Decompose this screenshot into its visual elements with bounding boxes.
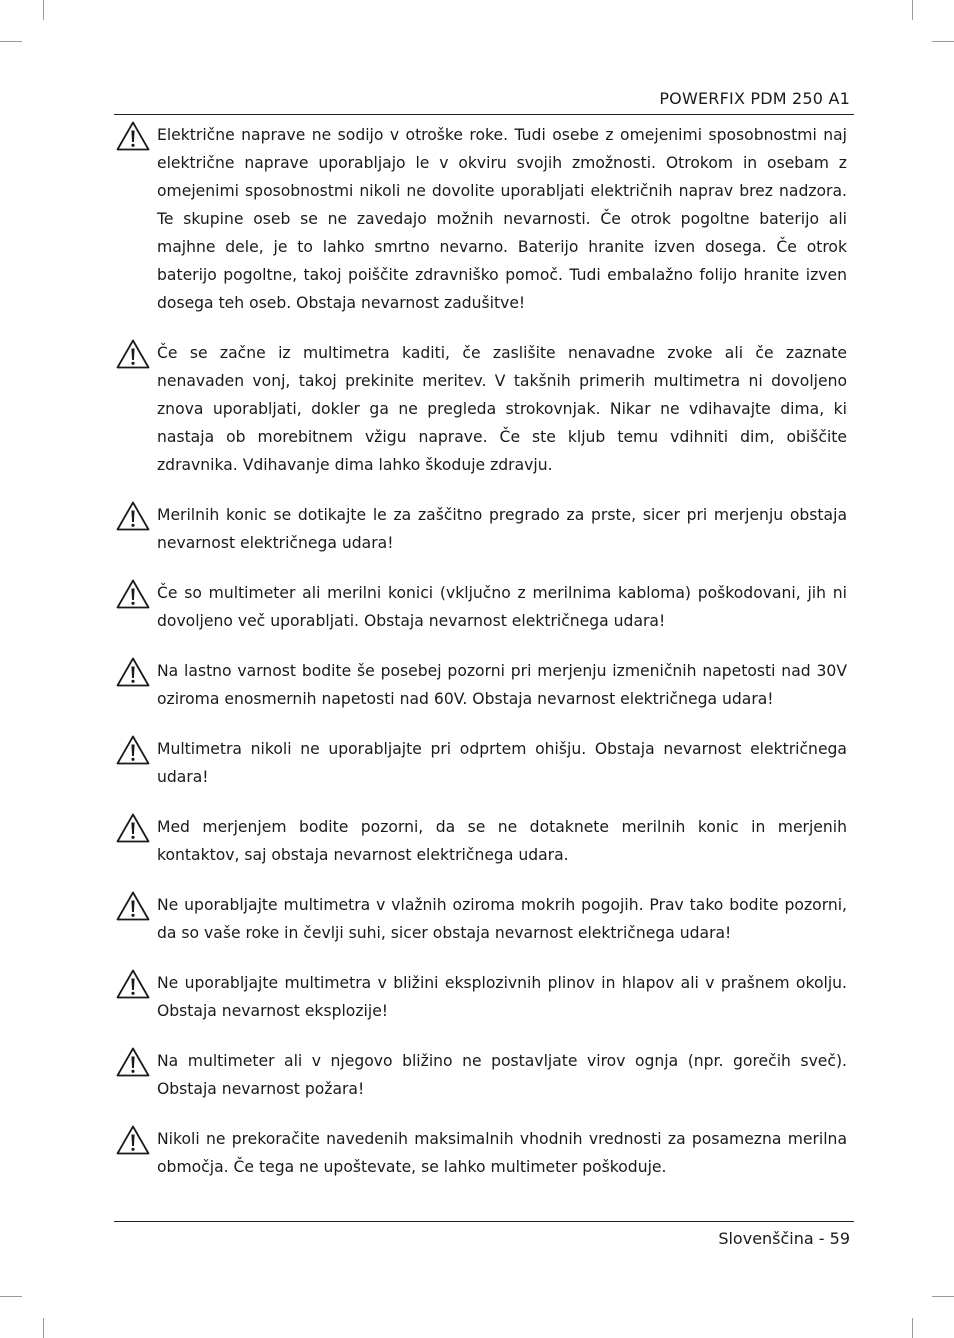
warning-text: Električne naprave ne sodijo v otroške roke. Tudi osebe z omejenimi sposobnostmi naj električne naprave uporabljajo le v okviru svojih zmožnosti. Otrokom in osebam z omejenimi sposobnostmi nikoli ne dovolite uporabljati električnih naprav brez nadzora. Te skupine oseb se ne zavedajo možnih nevarnosti. Če otrok pogoltne baterijo ali majhne dele, je to lahko smrtno nevarno. Baterijo hranite izven dosega. Če otrok baterijo pogoltne, takoj poiščite zdravniško pomoč. Tudi embalažno folijo hranite izven dosega teh oseb. Obstaja nevarnost zadušitve! — [157, 126, 847, 312]
warning-triangle-icon — [116, 657, 150, 687]
warning-triangle-icon — [116, 121, 150, 151]
warnings-list — [114, 121, 847, 1203]
crop-mark — [43, 1318, 44, 1338]
warning-text: Ne uporabljajte multimetra v bližini eksplozivnih plinov in hlapov ali v prašnem okolju. Obstaja nevarnost eksplozije! — [157, 974, 847, 1020]
crop-mark — [0, 1296, 22, 1297]
warning-triangle-icon — [116, 1125, 150, 1155]
warning-item — [114, 579, 847, 635]
warning-triangle-icon — [116, 1047, 150, 1077]
header-rule — [114, 114, 854, 115]
warning-text: Merilnih konic se dotikajte le za zaščitno pregrado za prste, sicer pri merjenju obstaja nevarnost električnega udara! — [157, 506, 847, 552]
crop-mark — [912, 0, 913, 20]
warning-text: Nikoli ne prekoračite navedenih maksimalnih vhodnih vrednosti za posamezna merilna območja. Če tega ne upoštevate, se lahko multimeter poškoduje. — [157, 1130, 847, 1176]
warning-item — [114, 121, 847, 317]
warning-text: Na lastno varnost bodite še posebej pozorni pri merjenju izmeničnih napetosti nad 30V oziroma enosmernih napetosti nad 60V. Obstaja nevarnost električnega udara! — [157, 662, 847, 708]
crop-mark — [932, 41, 954, 42]
footer-page-label: Slovenščina - 59 — [718, 1229, 850, 1248]
footer-rule — [114, 1221, 854, 1222]
warning-item — [114, 339, 847, 479]
warning-triangle-icon — [116, 579, 150, 609]
header-title: POWERFIX PDM 250 A1 — [659, 89, 850, 108]
warning-item — [114, 657, 847, 713]
warning-item — [114, 735, 847, 791]
warning-text: Če se začne iz multimetra kaditi, če zaslišite nenavadne zvoke ali če zaznate nenavaden vonj, takoj prekinite meritev. V takšnih primerih multimetra ni dovoljeno znova uporabljati, dokler ga ne pregleda strokovnjak. Nikar ne vdihavajte dima, ki nastaja ob morebitnem vžigu naprave. Če ste kljub temu vdihniti dim, obiščite zdravnika. Vdihavanje dima lahko škoduje zdravju. — [157, 344, 847, 474]
warning-item — [114, 969, 847, 1025]
warning-triangle-icon — [116, 339, 150, 369]
warning-item — [114, 1047, 847, 1103]
warning-triangle-icon — [116, 735, 150, 765]
warning-text: Na multimeter ali v njegovo bližino ne postavljate virov ognja (npr. gorečih sveč). Obstaja nevarnost požara! — [157, 1052, 847, 1098]
warning-text: Multimetra nikoli ne uporabljajte pri odprtem ohišju. Obstaja nevarnost električnega udara! — [157, 740, 847, 786]
warning-item — [114, 891, 847, 947]
warning-triangle-icon — [116, 969, 150, 999]
warning-triangle-icon — [116, 813, 150, 843]
warning-item — [114, 1125, 847, 1181]
warning-text: Če so multimeter ali merilni konici (vključno z merilnima kabloma) poškodovani, jih ni dovoljeno več uporabljati. Obstaja nevarnost električnega udara! — [157, 584, 847, 630]
warning-triangle-icon — [116, 891, 150, 921]
warning-text: Ne uporabljajte multimetra v vlažnih oziroma mokrih pogojih. Prav tako bodite pozorni, da so vaše roke in čevlji suhi, sicer obstaja nevarnost električnega udara! — [157, 896, 847, 942]
crop-mark — [43, 0, 44, 20]
crop-mark — [932, 1296, 954, 1297]
warning-item — [114, 813, 847, 869]
crop-mark — [912, 1318, 913, 1338]
warning-text: Med merjenjem bodite pozorni, da se ne dotaknete merilnih konic in merjenih kontaktov, saj obstaja nevarnost električnega udara. — [157, 818, 847, 864]
crop-mark — [0, 41, 22, 42]
warning-item — [114, 501, 847, 557]
warning-triangle-icon — [116, 501, 150, 531]
